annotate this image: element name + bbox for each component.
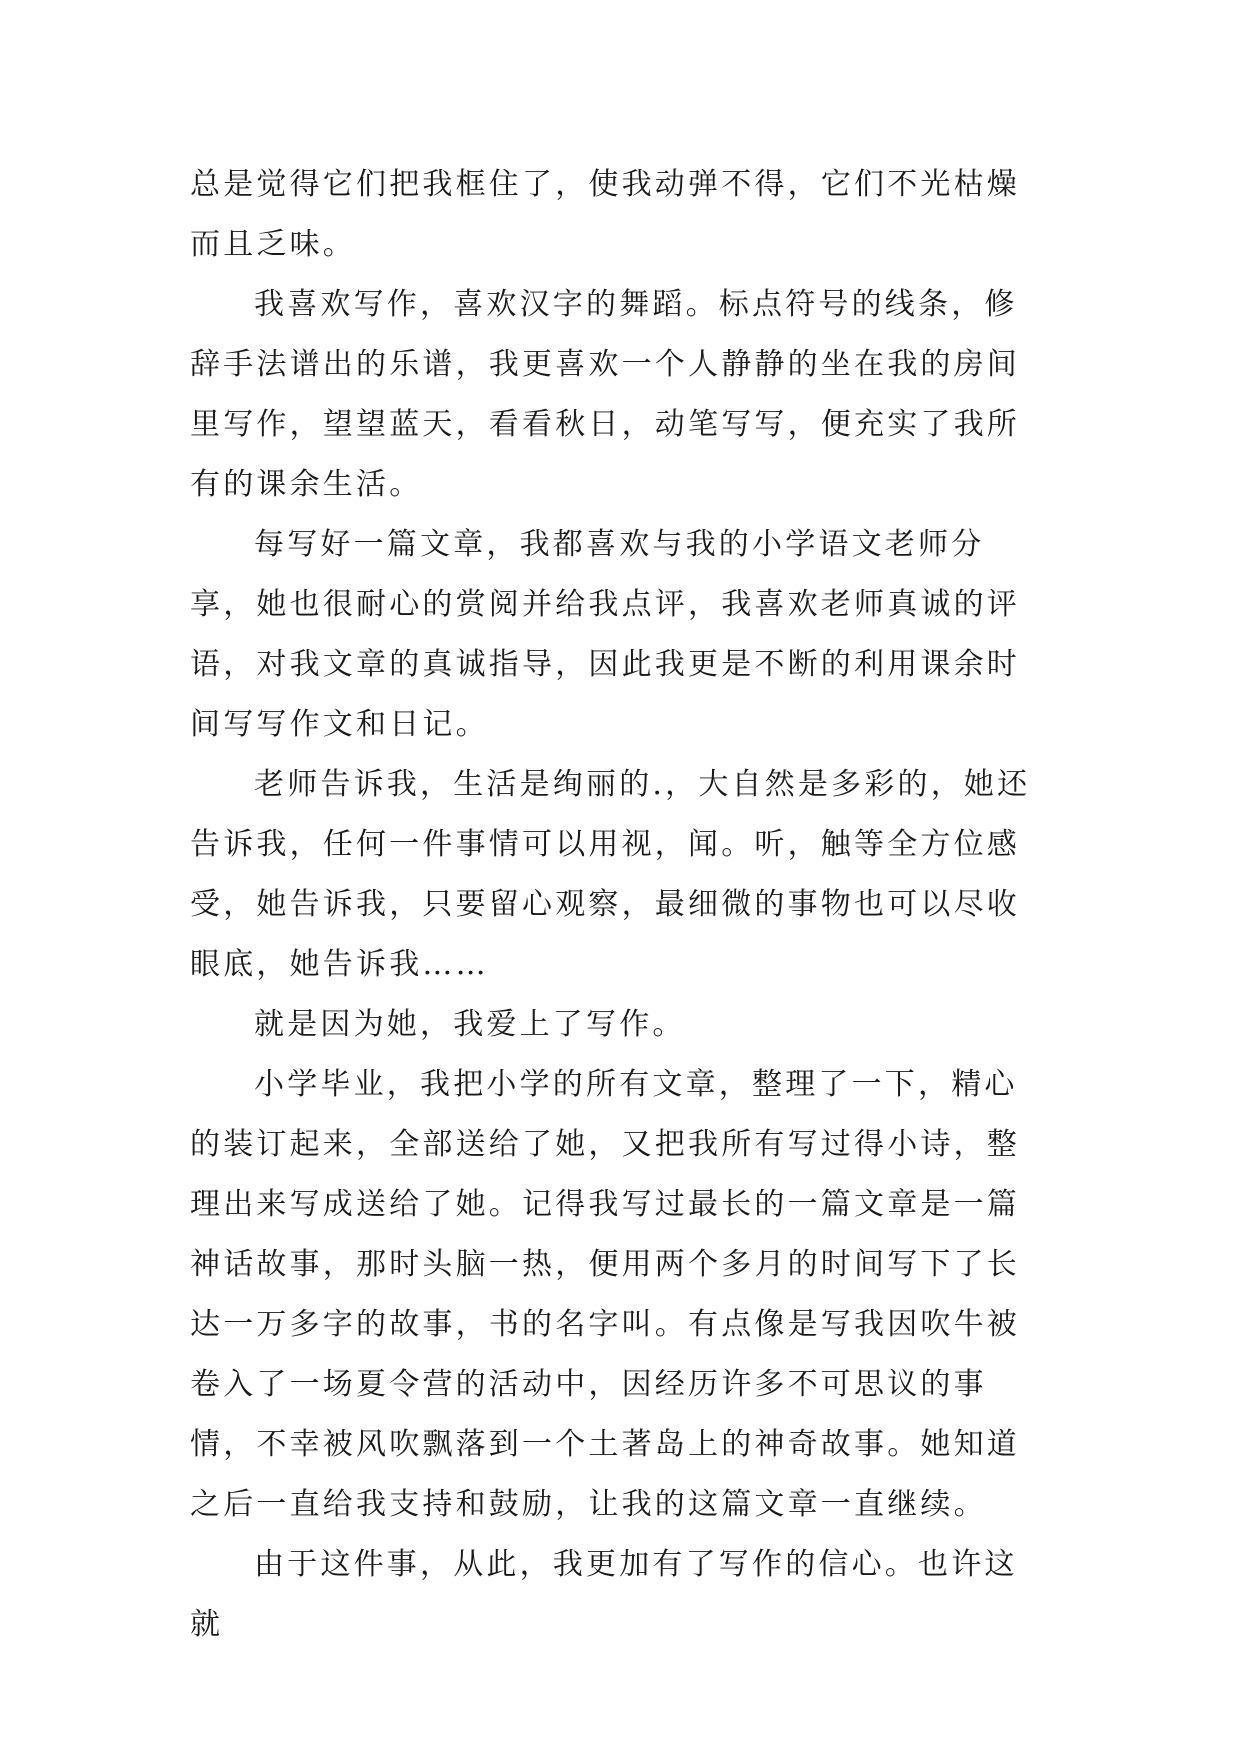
paragraph-2: 我喜欢写作，喜欢汉字的舞蹈。标点符号的线条，修辞手法谱出的乐谱，我更喜欢一个人静静的坐在我的房间里写作，望望蓝天，看看秋日，动笔写写，便充实了我所有的课余生活。 [190,287,1020,502]
paragraph-1: 总是觉得它们把我框住了，使我动弹不得，它们不光枯燥而且乏味。 [190,167,1020,262]
paragraph-4: 老师告诉我，生活是绚丽的.，大自然是多彩的，她还告诉我，任何一件事情可以用视，闻。听，触等全方位感受，她告诉我，只要留心观察，最细微的事物也可以尽收眼底，她告诉我…… [190,767,1031,982]
paragraph-6: 小学毕业，我把小学的所有文章，整理了一下，精心的装订起来，全部送给了她，又把我所有写过得小诗，整理出来写成送给了她。记得我写过最长的一篇文章是一篇神话故事，那时头脑一热，便用两个多月的时间写下了长达一万多字的故事，书的名字叫。有点像是写我因吹牛被卷入了一场夏令营的活动中，因经历许多不可思议的事情，不幸被风吹飘落到一个土著岛上的神奇故事。她知道之后一直给我支持和鼓励，让我的这篇文章一直继续。 [190,1067,1020,1522]
paragraph-3: 每写好一篇文章，我都喜欢与我的小学语文老师分享，她也很耐心的赏阅并给我点评，我喜欢老师真诚的评语，对我文章的真诚指导，因此我更是不断的利用课余时间写写作文和日记。 [190,527,1020,742]
paragraph-5: 就是因为她，我爱上了写作。 [254,1007,686,1042]
document-body [190,155,1050,1655]
paragraph-7: 由于这件事，从此，我更加有了写作的信心。也许这就 [190,1547,1018,1642]
